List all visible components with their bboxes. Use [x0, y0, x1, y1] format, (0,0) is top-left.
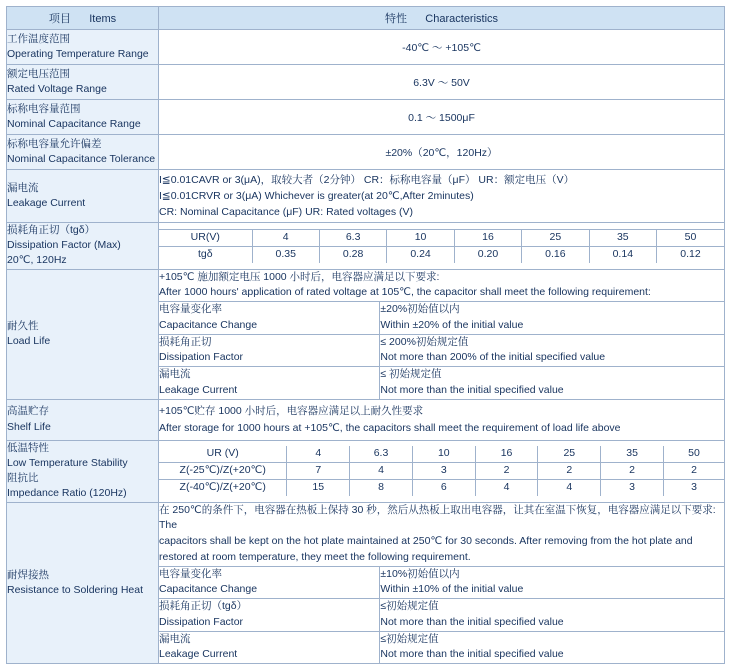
label-leakage-current-cn: 漏电流 [7, 181, 39, 194]
soldering-item-row [159, 566, 724, 599]
load-life-item-2-spec-cn: ≤ 初始规定值 [380, 368, 442, 381]
label-capacitance-tolerance-cn: 标称电容量允许偏差 [7, 137, 102, 150]
soldering-item-0-name-cn: 电容量变化率 [159, 567, 222, 580]
label-load-life-en: Load Life [7, 335, 51, 348]
soldering-item-2-spec [380, 631, 724, 663]
header-items-en: Items [89, 13, 117, 25]
label-impedance-ratio-en: Impedance Ratio (120Hz) [7, 487, 127, 500]
impedance-ratio-1-v3: 4 [475, 479, 538, 495]
impedance-ratio-row [159, 463, 724, 480]
impedance-voltage-row [159, 446, 724, 462]
load-life-intro [159, 270, 724, 302]
soldering-heat-block [159, 502, 725, 664]
spec-sheet [0, 6, 730, 661]
impedance-voltage-0: 4 [287, 446, 350, 462]
dissipation-voltage-2: 10 [387, 230, 454, 247]
label-soldering-heat [7, 502, 159, 664]
table-row-capacitance-tolerance [7, 135, 725, 170]
label-low-temperature [7, 440, 159, 502]
soldering-intro [159, 503, 724, 567]
dissipation-voltage-row [159, 230, 724, 247]
load-life-item-row [159, 302, 724, 335]
soldering-item-0-spec-cn: ±10%初始值以内 [380, 567, 460, 580]
load-life-item-0-spec [380, 302, 724, 335]
label-rated-voltage-cn: 额定电压范围 [7, 67, 70, 80]
table-row-leakage-current [7, 170, 725, 223]
value-shelf-life [159, 399, 725, 440]
label-soldering-heat-cn: 耐焊接热 [7, 568, 49, 581]
label-impedance-ratio-cn: 阻抗比 [7, 472, 39, 485]
soldering-item-1-name-cn: 损耗角正切（tgδ） [159, 600, 248, 613]
soldering-item-1-name-en: Dissipation Factor [159, 615, 244, 628]
impedance-ratio-0-v0: 7 [287, 463, 350, 480]
impedance-voltage-5: 35 [601, 446, 664, 462]
header-characteristics-en: Characteristics [425, 13, 499, 25]
header-items [7, 7, 159, 30]
value-capacitance-tolerance: ±20%（20℃，120Hz） [159, 135, 725, 170]
label-leakage-current [7, 170, 159, 223]
soldering-item-1-spec-en: Not more than the initial specified value [380, 615, 564, 628]
label-rated-voltage [7, 65, 159, 100]
value-capacitance-range: 0.1 ～ 1500μF [159, 100, 725, 135]
load-life-item-1-name-en: Dissipation Factor [159, 351, 244, 364]
table-header-row [7, 7, 725, 30]
label-capacitance-range-cn: 标称电容量范围 [7, 102, 81, 115]
soldering-item-0-spec-en: Within ±10% of the initial value [380, 583, 524, 596]
label-operating-temp-en: Operating Temperature Range [7, 48, 149, 60]
soldering-item-2-name [159, 631, 380, 663]
load-life-item-0-name [159, 302, 380, 335]
soldering-item-2-name-en: Leakage Current [159, 648, 238, 661]
soldering-item-row [159, 631, 724, 663]
label-operating-temp [7, 30, 159, 65]
dissipation-tg-4: 0.16 [522, 246, 589, 262]
dissipation-tg-6: 0.12 [657, 246, 724, 262]
header-items-cn: 项目 [48, 13, 71, 25]
soldering-item-0-name-en: Capacitance Change [159, 583, 258, 596]
label-capacitance-tolerance-en: Nominal Capacitance Tolerance [7, 153, 156, 165]
impedance-ratio-0-v6: 2 [663, 463, 724, 480]
load-life-item-1-spec [380, 334, 724, 367]
label-capacitance-range [7, 100, 159, 135]
label-rated-voltage-en: Rated Voltage Range [7, 83, 107, 95]
impedance-ratio-1-v4: 4 [538, 479, 601, 495]
impedance-ratio-0-head: Z(-25℃)/Z(+20℃) [159, 463, 287, 480]
leakage-line-1: I≦0.01CAVR or 3(μA)，取较大者（2分钟） CR：标称电容量（μF） UR：额定电压（V） [159, 173, 575, 186]
load-life-intro-en: After 1000 hours' application of rated voltage at 105℃, the capacitor shall meet the following requirement: [159, 286, 651, 299]
impedance-ratio-0-v1: 4 [350, 463, 413, 480]
impedance-ratio-0-v5: 2 [601, 463, 664, 480]
label-low-temperature-en: Low Temperature Stability [7, 456, 128, 469]
table-row-low-temperature [7, 440, 725, 502]
table-row-operating-temp [7, 30, 725, 65]
impedance-ratio-0-v4: 2 [538, 463, 601, 480]
impedance-ratio-row [159, 479, 724, 495]
dissipation-voltage-0: 4 [252, 230, 319, 247]
soldering-intro-cn: 在 250℃的条件下，电容器在热板上保持 30 秒，然后从热板上取出电容器，让其在室温下恢复，电容器应满足以下要求: The [159, 503, 716, 532]
label-shelf-life [7, 399, 159, 440]
label-dissipation-factor-en: Dissipation Factor (Max) [7, 239, 121, 252]
table-row-rated-voltage [7, 65, 725, 100]
dissipation-voltage-3: 16 [454, 230, 521, 247]
label-capacitance-range-en: Nominal Capacitance Range [7, 118, 141, 130]
value-operating-temp: -40℃ ～ +105℃ [159, 30, 725, 65]
dissipation-factor-table [159, 229, 724, 263]
value-rated-voltage: 6.3V ～ 50V [159, 65, 725, 100]
load-life-item-0-name-en: Capacitance Change [159, 318, 258, 331]
label-load-life [7, 269, 159, 399]
load-life-item-row [159, 334, 724, 367]
impedance-ratio-1-head: Z(-40℃)/Z(+20℃) [159, 479, 287, 495]
load-life-item-0-spec-en: Within ±20% of the initial value [380, 318, 524, 331]
soldering-item-2-spec-en: Not more than the initial specified value [380, 648, 564, 661]
table-row-soldering-heat [7, 502, 725, 664]
load-life-intro-cn: +105℃ 施加额定电压 1000 小时后，电容器应满足以下要求: [159, 270, 440, 283]
shelf-life-line-en: After storage for 1000 hours at +105℃, the capacitors shall meet the requirement of load life above [159, 421, 621, 434]
load-life-block [159, 269, 725, 399]
table-row-dissipation-factor [7, 223, 725, 270]
leakage-line-2: I≦0.01CRVR or 3(μA) Whichever is greater(at 20℃,After 2minutes) [159, 189, 474, 202]
label-dissipation-factor-cn: 损耗角正切（tgδ） [7, 224, 96, 236]
label-dissipation-factor-condition: 20℃, 120Hz [7, 254, 67, 267]
label-shelf-life-cn: 高温贮存 [7, 405, 49, 418]
load-life-item-2-spec-en: Not more than the initial specified value [380, 383, 564, 396]
load-life-item-1-spec-cn: ≤ 200%初始规定值 [380, 335, 469, 348]
label-capacitance-tolerance [7, 135, 159, 170]
table-row-capacitance-range [7, 100, 725, 135]
load-life-intro-row [159, 270, 724, 302]
impedance-voltage-head: UR (V) [159, 446, 287, 462]
table-row-shelf-life [7, 399, 725, 440]
soldering-item-2-name-cn: 漏电流 [159, 632, 191, 645]
impedance-ratio-table [159, 446, 724, 495]
impedance-ratio-0-v2: 3 [412, 463, 475, 480]
dissipation-voltage-6: 50 [657, 230, 724, 247]
impedance-ratio-1-v6: 3 [663, 479, 724, 495]
dissipation-tg-head: tgδ [159, 246, 252, 262]
soldering-item-0-spec [380, 566, 724, 599]
dissipation-tg-3: 0.20 [454, 246, 521, 262]
load-life-item-0-name-cn: 电容量变化率 [159, 303, 222, 316]
impedance-voltage-3: 16 [475, 446, 538, 462]
soldering-item-0-name [159, 566, 380, 599]
label-operating-temp-cn: 工作温度范围 [7, 32, 70, 45]
soldering-intro-row [159, 503, 724, 567]
impedance-voltage-2: 10 [412, 446, 475, 462]
load-life-item-1-spec-en: Not more than 200% of the initial specified value [380, 351, 606, 364]
table-row-load-life [7, 269, 725, 399]
load-life-item-2-spec [380, 367, 724, 399]
leakage-line-3: CR: Nominal Capacitance (μF) UR: Rated voltages (V) [159, 206, 414, 219]
dissipation-tg-0: 0.35 [252, 246, 319, 262]
load-life-item-1-name [159, 334, 380, 367]
dissipation-tg-2: 0.24 [387, 246, 454, 262]
label-load-life-cn: 耐久性 [7, 319, 39, 332]
load-life-table [159, 270, 724, 399]
label-leakage-current-en: Leakage Current [7, 197, 86, 209]
load-life-item-2-name-en: Leakage Current [159, 383, 238, 396]
low-temperature-grid [159, 440, 725, 502]
impedance-ratio-1-v1: 8 [350, 479, 413, 495]
soldering-item-1-name [159, 599, 380, 632]
soldering-item-1-spec [380, 599, 724, 632]
value-leakage-current [159, 170, 725, 223]
soldering-item-2-spec-cn: ≤初始规定值 [380, 632, 439, 645]
load-life-item-1-name-cn: 损耗角正切 [159, 335, 212, 348]
soldering-item-1-spec-cn: ≤初始规定值 [380, 600, 439, 613]
dissipation-voltage-4: 25 [522, 230, 589, 247]
dissipation-factor-grid [159, 223, 725, 270]
label-dissipation-factor [7, 223, 159, 270]
dissipation-voltage-5: 35 [589, 230, 656, 247]
dissipation-tg-row [159, 246, 724, 262]
impedance-voltage-4: 25 [538, 446, 601, 462]
dissipation-voltage-head: UR(V) [159, 230, 252, 247]
header-characteristics-cn: 特性 [384, 13, 407, 25]
soldering-heat-table [159, 503, 724, 664]
impedance-ratio-0-v3: 2 [475, 463, 538, 480]
header-characteristics [159, 7, 725, 30]
label-soldering-heat-en: Resistance to Soldering Heat [7, 583, 143, 596]
dissipation-tg-5: 0.14 [589, 246, 656, 262]
shelf-life-line-cn: +105℃贮存 1000 小时后，电容器应满足以上耐久性要求 [159, 405, 424, 418]
label-shelf-life-en: Shelf Life [7, 420, 51, 433]
specification-table [6, 6, 725, 664]
impedance-voltage-1: 6.3 [350, 446, 413, 462]
load-life-item-row [159, 367, 724, 399]
soldering-intro-en: capacitors shall be kept on the hot plate maintained at 250℃ for 30 seconds. After removing from the hot plate and restored at room temperature, they meet the following requirement. [159, 535, 693, 563]
impedance-ratio-1-v5: 3 [601, 479, 664, 495]
load-life-item-2-name-cn: 漏电流 [159, 368, 191, 381]
load-life-item-0-spec-cn: ±20%初始值以内 [380, 303, 460, 316]
soldering-item-row [159, 599, 724, 632]
impedance-ratio-1-v0: 15 [287, 479, 350, 495]
dissipation-voltage-1: 6.3 [319, 230, 386, 247]
impedance-ratio-1-v2: 6 [412, 479, 475, 495]
impedance-voltage-6: 50 [663, 446, 724, 462]
dissipation-tg-1: 0.28 [319, 246, 386, 262]
load-life-item-2-name [159, 367, 380, 399]
label-low-temperature-cn: 低温特性 [7, 441, 49, 454]
